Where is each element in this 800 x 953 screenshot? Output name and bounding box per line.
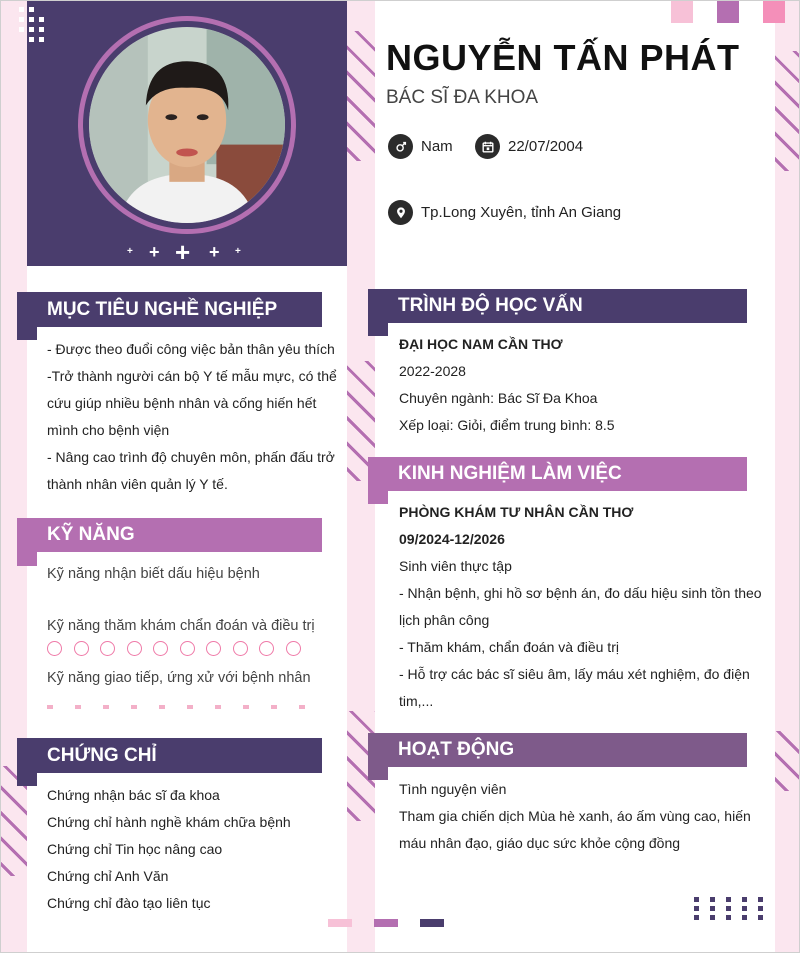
job-title: BÁC SĨ ĐA KHOA bbox=[386, 87, 539, 108]
experience-line: tim,... bbox=[399, 693, 434, 709]
deco-square bbox=[763, 1, 785, 23]
section-heading-skills: KỸ NĂNG bbox=[17, 518, 322, 552]
hatch-decoration bbox=[775, 51, 800, 171]
education-school: ĐẠI HỌC NAM CẦN THƠ bbox=[399, 336, 563, 352]
certificate-item: Chứng chỉ Tin học nâng cao bbox=[47, 841, 223, 857]
dot-grid-decoration bbox=[19, 7, 44, 42]
activity-line: Tham gia chiến dịch Mùa hè xanh, áo ấm vùng cao, hiến bbox=[399, 808, 751, 824]
experience-role: Sinh viên thực tập bbox=[399, 558, 512, 574]
skill-item: Kỹ năng nhận biết dấu hiệu bệnh bbox=[47, 566, 260, 582]
objective-line: mình cho bệnh viện bbox=[47, 422, 170, 438]
experience-line: - Hỗ trợ các bác sĩ siêu âm, lấy máu xét nghiệm, đo điện bbox=[399, 666, 750, 682]
objective-line: - Nâng cao trình độ chuyên môn, phấn đấu trở bbox=[47, 449, 335, 465]
skill-rating bbox=[47, 641, 301, 656]
experience-line: - Thăm khám, chẩn đoán và điều trị bbox=[399, 639, 619, 655]
birthday-value: 22/07/2004 bbox=[508, 138, 584, 155]
certificate-item: Chứng chỉ hành nghề khám chữa bệnh bbox=[47, 814, 291, 830]
gender-info bbox=[388, 134, 453, 159]
education-years: 2022-2028 bbox=[399, 363, 466, 379]
objective-line: -Trở thành người cán bộ Y tế mẫu mực, có thể bbox=[47, 368, 337, 384]
experience-line: - Nhận bệnh, ghi hồ sơ bệnh án, đo dấu hiệu sinh tồn theo bbox=[399, 585, 762, 601]
skill-rating bbox=[47, 705, 322, 709]
objective-line: thành nhân viên quản lý Y tế. bbox=[47, 476, 228, 492]
skill-item: Kỹ năng giao tiếp, ứng xử với bệnh nhân bbox=[47, 670, 311, 686]
plus-decoration: + + + + + bbox=[127, 237, 241, 267]
certificate-item: Chứng chỉ đào tạo liên tục bbox=[47, 895, 211, 911]
hatch-decoration bbox=[347, 31, 375, 161]
hatch-decoration bbox=[775, 731, 800, 791]
avatar-photo-icon bbox=[89, 27, 285, 223]
activity-line: máu nhân đạo, giáo dục sức khỏe cộng đồng bbox=[399, 835, 681, 851]
section-heading-education: TRÌNH ĐỘ HỌC VẤN bbox=[368, 289, 747, 323]
objective-line: - Được theo đuổi công việc bản thân yêu thích bbox=[47, 341, 335, 357]
address-info bbox=[388, 200, 621, 225]
education-major: Chuyên ngành: Bác Sĩ Đa Khoa bbox=[399, 390, 598, 406]
certificate-item: Chứng chỉ Anh Văn bbox=[47, 868, 169, 884]
activity-line: Tình nguyện viên bbox=[399, 781, 507, 797]
experience-period: 09/2024-12/2026 bbox=[399, 531, 505, 547]
education-details bbox=[399, 331, 769, 439]
section-heading-certificates: CHỨNG CHỈ bbox=[17, 738, 322, 773]
candidate-name: NGUYỄN TẤN PHÁT bbox=[386, 37, 740, 78]
gender-icon bbox=[388, 134, 413, 159]
objective-text bbox=[47, 336, 337, 498]
gender-value: Nam bbox=[421, 138, 453, 155]
avatar-frame bbox=[78, 16, 296, 234]
deco-square bbox=[717, 1, 739, 23]
objective-line: cứu giúp nhiều bệnh nhân và cống hiến hết bbox=[47, 395, 317, 411]
deco-bar bbox=[374, 919, 398, 927]
deco-bar bbox=[328, 919, 352, 927]
address-value: Tp.Long Xuyên, tỉnh An Giang bbox=[421, 204, 622, 221]
deco-square bbox=[671, 1, 693, 23]
experience-details bbox=[399, 499, 764, 715]
skill-item: Kỹ năng thăm khám chẩn đoán và điều trị bbox=[47, 618, 315, 634]
section-heading-activities: HOẠT ĐỘNG bbox=[368, 733, 747, 767]
certificate-list bbox=[47, 782, 337, 917]
birthday-info bbox=[475, 134, 583, 159]
location-pin-icon bbox=[388, 200, 413, 225]
avatar bbox=[89, 27, 285, 223]
dot-grid-decoration bbox=[694, 897, 763, 920]
section-heading-experience: KINH NGHIỆM LÀM VIỆC bbox=[368, 457, 747, 491]
education-grade: Xếp loại: Giỏi, điểm trung bình: 8.5 bbox=[399, 417, 615, 433]
activities-details bbox=[399, 776, 764, 857]
certificate-item: Chứng nhận bác sĩ đa khoa bbox=[47, 787, 220, 803]
experience-company: PHÒNG KHÁM TƯ NHÂN CẦN THƠ bbox=[399, 504, 634, 520]
section-heading-objective: MỤC TIÊU NGHỀ NGHIỆP bbox=[17, 292, 322, 327]
calendar-icon bbox=[475, 134, 500, 159]
deco-bar bbox=[420, 919, 444, 927]
experience-line: lịch phân công bbox=[399, 612, 490, 628]
